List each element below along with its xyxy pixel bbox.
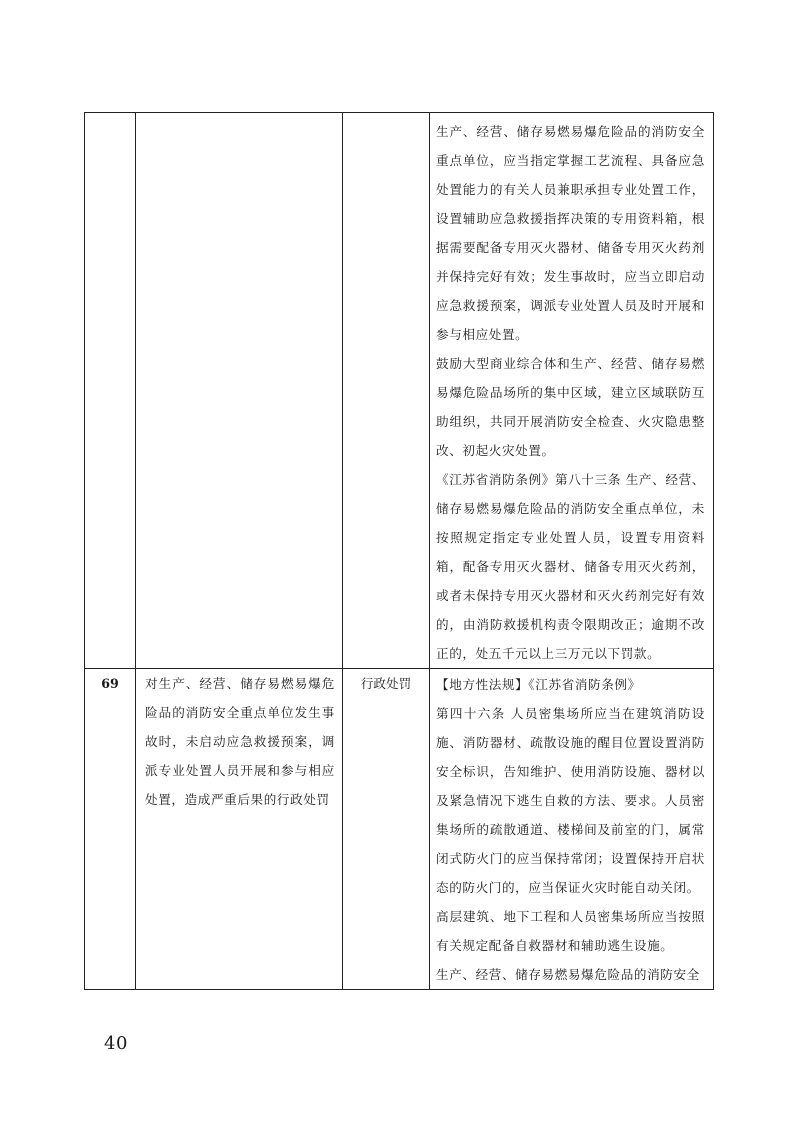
table-row	[85, 113, 714, 669]
legal-basis-paragraph: 第四十六条 人员密集场所应当在建筑消防设施、消防器材、疏散设施的醒目位置设置消防安全标识，告知维护、使用消防设施、器材以及紧急情况下逃生自救的方法、要求。人员密集场所的疏散通道、楼梯间及前室的门，属常闭式防火门的应当保持常闭；设置保持开启状态的防火门的，应当保证火灾时能自动关闭。	[436, 706, 705, 895]
legal-basis-cell	[430, 669, 714, 990]
legal-basis-paragraph: 《江苏省消防条例》第八十三条 生产、经营、储存易燃易爆危险品的消防安全重点单位，未按照规定指定专业处置人员，设置专用资料箱，配备专用灭火器材、储备专用灭火药剂，或者未保持专用灭火器材和灭火药剂完好有效的，由消防救援机构责令限期改正；逾期不改正的，处五千元以上三万元以下罚款。	[436, 472, 705, 661]
legal-basis-paragraph: 【地方性法规】《江苏省消防条例》	[436, 677, 641, 692]
legal-basis-paragraph: 生产、经营、储存易燃易爆危险品的消防安全重点单位，应当指定掌握工艺流程、具备应急处置能力的有关人员兼职承担专业处置工作，设置辅助应急救援指挥决策的专用资料箱，根据需要配备专用灭火器材、储备专用灭火药剂并保持完好有效；发生事故时，应当立即启动应急救援预案，调派专业处置人员及时开展和参与相应处置。	[436, 124, 705, 342]
item-number-cell: 69	[85, 669, 136, 990]
table-row	[85, 669, 714, 990]
legal-basis-cell	[430, 113, 714, 669]
legal-basis-paragraph: 高层建筑、地下工程和人员密集场所应当按照有关规定配备自救器材和辅助逃生设施。	[436, 909, 705, 953]
item-name-cell	[136, 113, 343, 669]
law-enforcement-table	[84, 112, 714, 990]
item-name: 对生产、经营、储存易燃易爆危险品的消防安全重点单位发生事故时，未启动应急救援预案，调派专业处置人员开展和参与相应处置，造成严重后果的行政处罚	[145, 676, 335, 807]
legal-basis-paragraph: 鼓励大型商业综合体和生产、经营、储存易燃易爆危险品场所的集中区域，建立区域联防互助组织，共同开展消防安全检查、火灾隐患整改、初起火灾处置。	[436, 356, 705, 458]
item-type-cell: 行政处罚	[343, 669, 430, 990]
item-name-cell	[136, 669, 343, 990]
item-type-cell	[343, 113, 430, 669]
item-number-cell	[85, 113, 136, 669]
page-number: 40	[104, 1033, 128, 1054]
legal-basis-paragraph: 生产、经营、储存易燃易爆危险品的消防安全	[436, 967, 700, 982]
